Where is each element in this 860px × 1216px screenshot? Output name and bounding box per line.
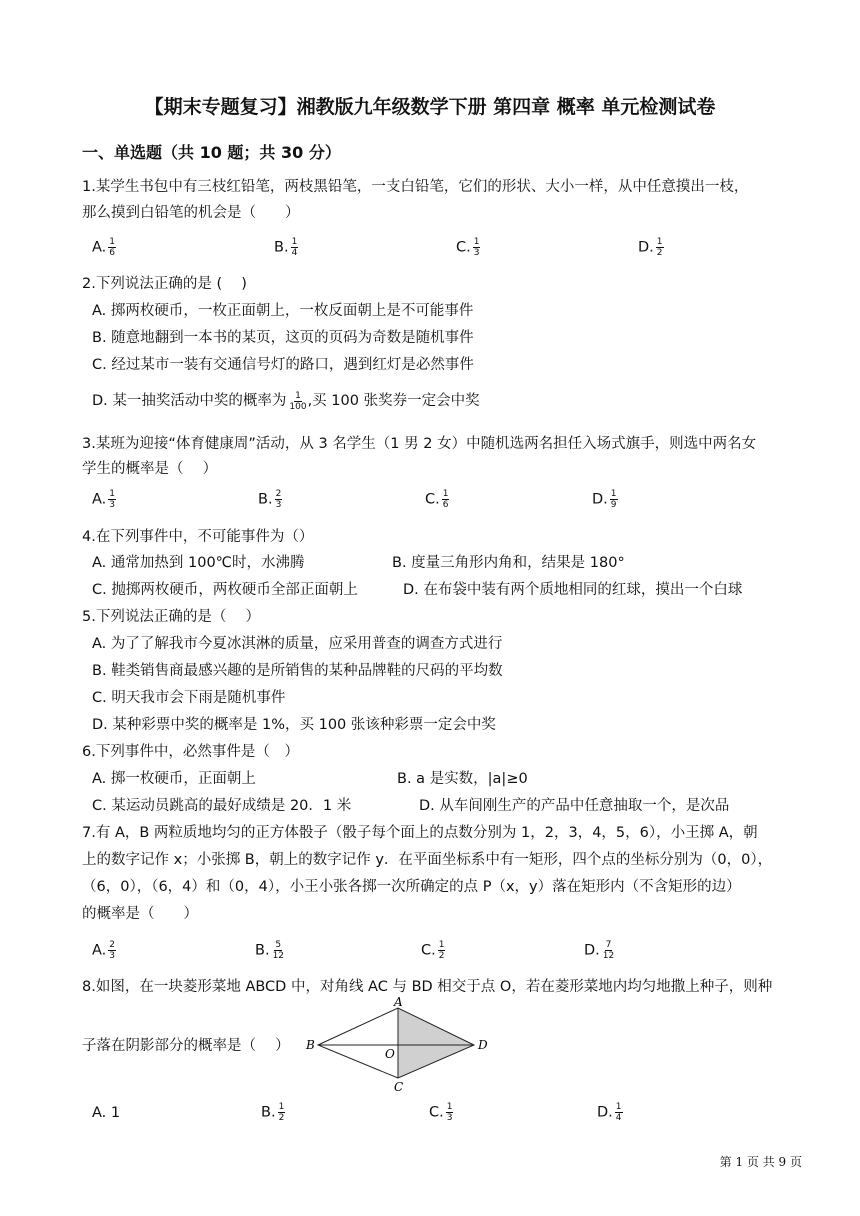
q4-option-c[interactable]: C. 抛掷两枚硬币，两枚硬币全部正面朝上	[92, 582, 358, 598]
q7-option-d[interactable]	[584, 940, 615, 961]
q1-option-b[interactable]	[274, 237, 298, 258]
q2-option-a[interactable]: A. 掷两枚硬币，一枚正面朝上，一枚反面朝上是不可能事件	[92, 303, 474, 319]
denominator: 3	[275, 500, 282, 510]
denominator: 3	[473, 248, 480, 258]
fraction	[442, 489, 450, 510]
denominator: 100	[289, 401, 307, 412]
q4-option-d[interactable]: D. 在布袋中装有两个质地相同的红球，摸出一个白球	[403, 582, 743, 598]
q8-stem-line2: 子落在阴影部分的概率是（ ）	[82, 1038, 290, 1054]
option-label: A.	[92, 239, 107, 256]
q6-option-c[interactable]: C. 某运动员跳高的最好成绩是 20．1 米	[92, 798, 352, 814]
option-label: C.	[425, 491, 440, 508]
denominator: 2	[278, 1113, 285, 1123]
vertex-label-c: C	[394, 1080, 404, 1094]
option-label: D.	[638, 239, 654, 256]
denominator: 3	[109, 500, 116, 510]
q1-option-a[interactable]	[92, 237, 116, 258]
q5-option-c[interactable]: C. 明天我市会下雨是随机事件	[92, 690, 286, 706]
q3-option-b[interactable]	[258, 489, 282, 510]
q3-option-c[interactable]	[425, 489, 449, 510]
denominator: 4	[291, 248, 298, 258]
section-heading: 一、单选题（共 10 题；共 30 分）	[82, 143, 341, 162]
option-text: ,买 100 张奖券一定会中奖	[307, 393, 480, 409]
option-label: C.	[421, 942, 436, 959]
fraction	[473, 237, 481, 258]
numerator: 1	[295, 390, 301, 401]
denominator: 6	[109, 248, 116, 258]
q8-option-c[interactable]	[429, 1102, 453, 1123]
q8-stem-line1: 8.如图，在一块菱形菜地 ABCD 中，对角线 AC 与 BD 相交于点 O，若在菱形菜地内均匀地撒上种子，则种	[82, 979, 773, 995]
q5-option-a[interactable]: A. 为了了解我市今夏冰淇淋的质量，应采用普查的调查方式进行	[92, 636, 503, 652]
fraction	[108, 940, 116, 961]
numerator: 1	[446, 1102, 453, 1112]
denominator: 9	[610, 500, 617, 510]
q5-option-b[interactable]: B. 鞋类销售商最感兴趣的是所销售的某种品牌鞋的尺码的平均数	[92, 663, 503, 679]
option-label: B.	[261, 1104, 276, 1121]
fraction	[615, 1102, 623, 1123]
q1-option-c[interactable]	[456, 237, 480, 258]
option-label: A.	[92, 491, 107, 508]
q2-option-c[interactable]: C. 经过某市一装有交通信号灯的路口，遇到红灯是必然事件	[92, 357, 474, 373]
q7-stem-line2: 上的数字记作 x；小张掷 B，朝上的数字记作 y．在平面坐标系中有一矩形，四个点的坐标分别为（0，0），	[82, 852, 773, 868]
q6-option-a[interactable]: A. 掷一枚硬币，正面朝上	[92, 771, 256, 787]
q5-stem: 5.下列说法正确的是（ ）	[82, 609, 260, 625]
option-label: B.	[274, 239, 289, 256]
numerator: 1	[656, 237, 663, 247]
vertex-label-d: D	[478, 1038, 488, 1052]
q3-stem-line1: 3.某班为迎接“体育健康周”活动，从 3 名学生（1 男 2 女）中随机选两名担任入场式旗手，则选中两名女	[82, 436, 757, 452]
denominator: 4	[615, 1113, 622, 1123]
q8-option-d[interactable]	[597, 1102, 623, 1123]
q2-stem: 2.下列说法正确的是 ( )	[82, 276, 247, 292]
denominator: 3	[446, 1113, 453, 1123]
numerator: 5	[275, 940, 282, 950]
numerator: 7	[605, 940, 612, 950]
option-label: B.	[255, 942, 270, 959]
option-label: C.	[429, 1104, 444, 1121]
q3-option-d[interactable]	[592, 489, 618, 510]
fraction	[275, 489, 283, 510]
numerator: 2	[109, 940, 116, 950]
option-label: C.	[456, 239, 471, 256]
q7-option-a[interactable]	[92, 940, 116, 961]
q7-option-c[interactable]	[421, 940, 445, 961]
q3-option-a[interactable]	[92, 489, 116, 510]
q1-option-d[interactable]	[638, 237, 664, 258]
shaded-triangle	[398, 1008, 474, 1078]
denominator: 3	[109, 951, 116, 961]
fraction	[438, 940, 446, 961]
numerator: 1	[291, 237, 298, 247]
q7-stem-line4: 的概率是（ ）	[82, 906, 198, 922]
q1-stem-line1: 1.某学生书包中有三枝红铅笔，两枝黑铅笔，一支白铅笔，它们的形状、大小一样，从中任意摸出一枝，	[82, 179, 749, 195]
q7-option-b[interactable]	[255, 940, 285, 961]
q5-option-d[interactable]: D. 某种彩票中奖的概率是 1%，买 100 张该种彩票一定会中奖	[92, 717, 496, 733]
page-footer: 第 1 页 共 9 页	[719, 1155, 802, 1169]
q3-stem-line2: 学生的概率是（ ）	[82, 461, 218, 477]
rhombus-figure	[300, 996, 500, 1094]
option-text: D. 某一抽奖活动中奖的概率为	[92, 393, 287, 409]
fraction	[278, 1102, 286, 1123]
q4-option-b[interactable]: B. 度量三角形内角和，结果是 180°	[392, 555, 625, 571]
fraction	[272, 940, 285, 961]
fraction	[656, 237, 664, 258]
fraction	[108, 489, 116, 510]
denominator: 12	[272, 951, 285, 961]
denominator: 12	[602, 951, 615, 961]
fraction	[446, 1102, 454, 1123]
vertex-label-a: A	[394, 996, 403, 1009]
fraction	[288, 391, 307, 412]
q7-stem-line1: 7.有 A，B 两粒质地均匀的正方体骰子（骰子每个面上的点数分别为 1，2，3，4，5，6），小王掷 A，朝	[82, 825, 758, 841]
vertex-label-b: B	[306, 1038, 315, 1052]
center-label-o: O	[385, 1047, 395, 1061]
option-label: D.	[584, 942, 600, 959]
option-label: D.	[592, 491, 608, 508]
q6-option-b[interactable]: B. a 是实数，|a|≥0	[397, 771, 528, 787]
numerator: 1	[610, 489, 617, 499]
fraction	[108, 237, 116, 258]
q4-option-a[interactable]: A. 通常加热到 100℃时，水沸腾	[92, 555, 305, 571]
q6-stem: 6.下列事件中，必然事件是（ ）	[82, 744, 299, 760]
fraction	[291, 237, 299, 258]
numerator: 2	[275, 489, 282, 499]
q1-stem-line2: 那么摸到白铅笔的机会是（ ）	[82, 205, 300, 221]
numerator: 1	[438, 940, 445, 950]
denominator: 2	[438, 951, 445, 961]
denominator: 6	[442, 500, 449, 510]
fraction	[610, 489, 618, 510]
q4-stem: 4.在下列事件中，不可能事件为（）	[82, 529, 314, 545]
q2-option-b[interactable]: B. 随意地翻到一本书的某页，这页的页码为奇数是随机事件	[92, 330, 474, 346]
q6-option-d[interactable]: D. 从车间刚生产的产品中任意抽取一个，是次品	[419, 798, 730, 814]
numerator: 1	[615, 1102, 622, 1112]
page-title: 【期末专题复习】湘教版九年级数学下册 第四章 概率 单元检测试卷	[144, 96, 716, 118]
numerator: 1	[109, 237, 116, 247]
option-label: A.	[92, 942, 107, 959]
numerator: 1	[109, 489, 116, 499]
fraction	[602, 940, 615, 961]
numerator: 1	[442, 489, 449, 499]
option-label: B.	[258, 491, 273, 508]
numerator: 1	[278, 1102, 285, 1112]
q8-option-b[interactable]	[261, 1102, 285, 1123]
q8-option-a[interactable]: A. 1	[92, 1105, 121, 1121]
denominator: 2	[656, 248, 663, 258]
numerator: 1	[473, 237, 480, 247]
q7-stem-line3: （6，0），（6，4）和（0，4），小王小张各掷一次所确定的点 P（x，y）落在矩形内（不含矩形的边）	[82, 879, 741, 895]
q2-option-d[interactable]	[92, 389, 480, 412]
option-label: D.	[597, 1104, 613, 1121]
